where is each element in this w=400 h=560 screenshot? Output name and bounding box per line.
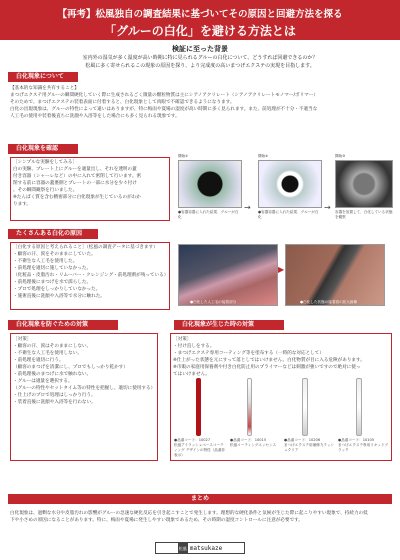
text-line: 白化の出現現象は、グルーの特性によって違いはありますが、特に梅雨や夏場の湿度が高い時期に多く見られます。また、前処理が不十分・不適当な [10, 107, 318, 112]
product-name: まつげエクステ専用リキッドブラック [338, 443, 389, 452]
product-bottle-4 [356, 378, 362, 436]
background-title: 検証に至った背景 [172, 45, 228, 53]
experiment-caption-3: 容器を放置して、白化している状態を観察 [335, 210, 393, 219]
experiment-photo-2 [258, 160, 322, 208]
text-line: ・プロで処理をしっかりしていなかった。 [13, 287, 101, 292]
section-title-summary: まとめ [8, 494, 392, 504]
arrow-icon: → [324, 203, 331, 212]
text-line: ※市販の家庭用保養剤や付き白化防止用のプライマーなどは刺激が強いですので絶対に使っ [173, 365, 361, 370]
prevention-text [13, 336, 157, 406]
text-line: ・まつげエクステ専用コーティング等を塗布する（一時的な対応として） [173, 351, 324, 356]
remedy-box-title: ［対策］ [173, 337, 192, 342]
product-code: ●品番コード：10105 [338, 438, 375, 442]
text-line: ・前処理を適切に行う。 [13, 358, 64, 363]
section-title-causes: たくさんある白化の原因 [8, 229, 98, 239]
section-title-prevention: 白化現象を防ぐための対策 [8, 320, 118, 330]
section-title-confirm: 白化現象を確認 [8, 144, 78, 154]
remedy-text [173, 336, 391, 378]
text-line: 白の実験、プレート上にグルーを適量出し、それを透明の蓋 [13, 167, 137, 172]
experiment-caption-2: ●容器容器に入れた結果、グルーが白化 [258, 210, 319, 219]
background-line: 松風に多く寄せられるこの現象の原因を探り、より完成度の高いまつげエクステの実現を目指します。 [85, 63, 315, 69]
text-line: ・不衛生な人工毛を使用した。 [13, 259, 78, 264]
closeup-photo [285, 244, 385, 306]
product-info-1 [174, 438, 226, 458]
arrow-icon: → [244, 203, 251, 212]
text-line: 白化現象は、過剰な水分や皮脂汚れの影響がグルーの急速な硬化反応を引き起こすことで発生します。理想的な硬化条件と気候が生じた際に起こりやすい現象で、持続力の低 [10, 511, 368, 516]
experiment-box-title: ［シンプルな実験をしてみる］ [13, 160, 78, 165]
causes-box-title: ［白化する原因と考えられること］（松風の調査データに基づきます） [13, 245, 158, 250]
text-line: ・施術直後に洗顔や入浴等で水分に触れた。 [13, 294, 105, 299]
text-line: まつげエクステ用グルーの瞬間硬化していく際に生成されるごく微量の顆粒物質は主にシアノアクリレート（シアノアクリレートモノマー/ポリマー） [10, 93, 318, 98]
product-code: ●品番コード：10027 [174, 438, 211, 442]
text-line: ・グルーは適量を選択する。 [13, 379, 73, 384]
text-line: ※仕上がった状態を元にすって落としではいけません。白化物質が目に入る危険があります。 [173, 358, 365, 363]
text-line: ・仕上げのプロで処理はしっかり行う。 [13, 393, 96, 398]
section-whitening-text [10, 85, 392, 120]
experiment-caption-1: ●容器容器に入れた結果、グルーが白化 [178, 210, 239, 219]
text-line: ※たんばく質を含む精密部分に白化現象が生じているのがわか [13, 195, 141, 200]
product-name: 松風コーティングエッセンス [230, 443, 277, 447]
photo-label: 開始② [258, 154, 269, 158]
text-line: 、その瞬間観察を行いました。 [13, 188, 78, 193]
photo-label: 開始③ [335, 154, 346, 158]
brand-footer [155, 542, 245, 554]
arrow-icon: ▶ [278, 265, 285, 274]
text-line: ・前処理を適切に施していなかった。 [13, 266, 92, 271]
product-bottle-3 [302, 378, 308, 436]
text-line: 閉する前に容器の蓋裏側とプレートの一部に水分を少々付け [13, 181, 137, 186]
header-title: 「グルーの白化」を避ける方法とは [104, 24, 296, 38]
section-title-remedy: 白化現象が生じた時の対策 [174, 320, 284, 330]
section-title-whitening: 白化現象について [8, 72, 78, 82]
text-line: ・前処理後のまつげに水で触れない。 [13, 372, 92, 377]
text-line: ・不衛生な人工毛を使用しない。 [13, 351, 82, 356]
photo-label: 開始① [178, 154, 189, 158]
text-line: ります。 [13, 202, 32, 207]
lash-photo [178, 244, 278, 306]
prevention-box-title: ［対策］ [13, 337, 32, 342]
product-code: ●品番コード：10015 [230, 438, 267, 442]
product-name: 松風アイラッシュベースコーティング デザインの特性（品番非表示） [174, 443, 226, 457]
text-line: ・顧客の汗、涙をそのままにしていた。 [13, 252, 96, 257]
text-line: ・装着直後に洗顔や入浴等を行わない。 [13, 400, 96, 405]
text-line: ・顧客の汗、涙はそのままにしない。 [13, 344, 92, 349]
brand-name: matsukaze [189, 545, 223, 552]
text-line: ・付け直しをする。 [173, 344, 215, 349]
header-line1: 【再考】松風独自の調査結果に基づいてその原因と回避方法を探る [57, 9, 343, 20]
text-line: てはいけません。 [173, 372, 211, 377]
background-line: 室内外の湿気が多く温度が高い時期に特に見られるグルーの白化について、どうすれば回避できるのか？ [82, 55, 318, 61]
product-bottle-1 [196, 378, 201, 436]
experiment-text [13, 159, 169, 208]
text-line: そのためで、まつげエクステの装着表面に付着すると、白化現象として肉眼で不確認できるようになります。 [10, 100, 235, 105]
text-line: 下や小さめの原因になることがあります。特に、梅雨や夏場に発生しやすい現象であるため、その時期の湿度コントロールに注意が必要です。 [10, 518, 303, 523]
text-line: （グルーの特性やセットタイム等の特性を把握し、適切に使用する） [13, 386, 156, 391]
product-code: ●品番コード：10206 [284, 438, 321, 442]
lash-caption: ●白化した人工毛の接着部分 [190, 300, 237, 304]
summary-text [10, 510, 392, 524]
causes-text [13, 244, 169, 300]
brand-mark: 松風 [178, 543, 188, 554]
product-info-4 [338, 438, 390, 453]
background-text [16, 54, 384, 70]
experiment-photo-3 [335, 160, 393, 208]
text-line: 付き容器（シャーレなど）の中に入れて密閉して行います。密 [13, 174, 142, 179]
product-info-2 [230, 438, 282, 448]
text-line: 【基本的な知識を共有すること】 [10, 86, 79, 91]
text-line: （顧客のまつげを清潔にし、プロでもしっかり乾かす） [13, 365, 128, 370]
text-line: 人工毛の使用や装着後直ちに洗顔や入浴等をした場合にも多く見られる現象です。 [10, 114, 180, 119]
experiment-photo-1 [178, 160, 242, 208]
header-banner [0, 0, 400, 40]
product-info-3 [284, 438, 336, 453]
text-line: （化粧品・皮脂汚れ・リムーバー・クレンジング・前処理剤が残っている） [13, 273, 169, 278]
product-bottle-2 [247, 378, 252, 436]
closeup-caption: ●白化した状態の接着面の拡大画像 [300, 300, 358, 304]
product-name: まつげエクステ用補修力ラッシュクリア [284, 443, 335, 452]
text-line: ・前処理後にまつげを水で濡らした。 [13, 280, 92, 285]
